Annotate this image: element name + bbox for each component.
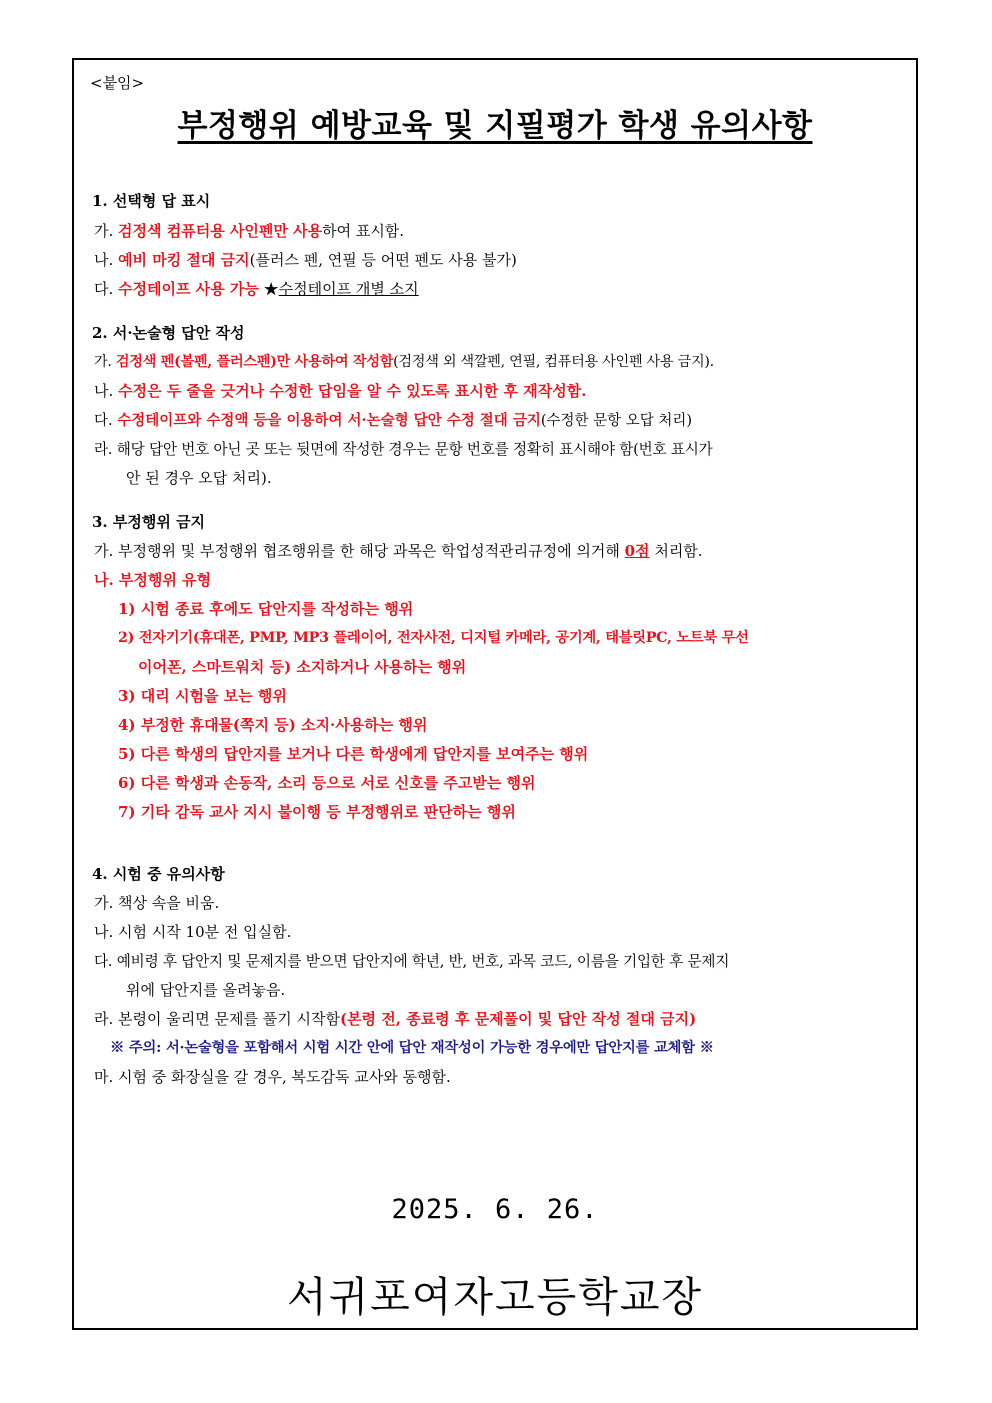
page-title: 부정행위 예방교육 및 지필평가 학생 유의사항: [177, 108, 813, 144]
attachment-label: <붙임>: [90, 74, 145, 92]
s4-item-d: 라. 본령이 울리면 문제를 풀기 시작함(본령 전, 종료령 후 문제풀이 및 답안 작성 절대 금지): [94, 1010, 697, 1028]
cheating-type-1: 1) 시험 종료 후에도 답안지를 작성하는 행위: [118, 600, 414, 618]
section-1-heading: 1. 선택형 답 표시: [92, 192, 211, 210]
document-date: 2025. 6. 26.: [391, 1194, 599, 1225]
s1-item-a: 가. 검정색 컴퓨터용 사인펜만 사용하여 표시함.: [94, 222, 405, 240]
cheating-type-4: 4) 부정한 휴대물(쪽지 등) 소지·사용하는 행위: [118, 716, 428, 734]
s1-item-b: 나. 예비 마킹 절대 금지(플러스 펜, 연필 등 어떤 펜도 사용 불가): [94, 251, 517, 269]
section-4-heading: 4. 시험 중 유의사항: [92, 865, 225, 883]
s4-item-b: 나. 시험 시작 10분 전 입실함.: [94, 923, 292, 941]
s4-item-c: 다. 예비령 후 답안지 및 문제지를 받으면 답안지에 학년, 반, 번호, 과목 코드, 이름을 기입한 후 문제지: [94, 953, 730, 970]
cheating-type-3: 3) 대리 시험을 보는 행위: [118, 687, 287, 705]
s2-item-a: 가. 검정색 펜(볼펜, 플러스펜)만 사용하여 작성함(검정색 외 색깔펜, 연필, 컴퓨터용 사인펜 사용 금지).: [94, 354, 714, 370]
s2-item-b: 나. 수정은 두 줄을 긋거나 수정한 답임을 알 수 있도록 표시한 후 재작성함.: [94, 382, 587, 400]
s4-item-e: 마. 시험 중 화장실을 갈 경우, 복도감독 교사와 동행함.: [94, 1068, 451, 1086]
cheating-type-7: 7) 기타 감독 교사 지시 불이행 등 부정행위로 판단하는 행위: [118, 803, 516, 821]
cheating-type-5: 5) 다른 학생의 답안지를 보거나 다른 학생에게 답안지를 보여주는 행위: [118, 745, 589, 763]
s1-item-c: 다. 수정테이프 사용 가능 ★수정테이프 개별 소지: [94, 280, 419, 298]
s3-item-a: 가. 부정행위 및 부정행위 협조행위를 한 해당 과목은 학업성적관리규정에 의거해 0점 처리함.: [94, 542, 703, 560]
s4-item-c-cont: 위에 답안지를 올려놓음.: [126, 981, 286, 999]
s2-item-c: 다. 수정테이프와 수정액 등을 이용하여 서·논술형 답안 수정 절대 금지(수정한 문항 오답 처리): [94, 412, 693, 429]
s2-item-d-cont: 안 된 경우 오답 처리).: [126, 469, 272, 487]
section-2-heading: 2. 서·논술형 답안 작성: [92, 324, 245, 342]
section-3-heading: 3. 부정행위 금지: [92, 513, 206, 531]
caution-note: ※ 주의: 서·논술형을 포함해서 시험 시간 안에 답안 재작성이 가능한 경우에만 답안지를 교체함 ※: [110, 1040, 714, 1056]
s2-item-d: 라. 해당 답안 번호 아닌 곳 또는 뒷면에 작성한 경우는 문항 번호를 정확히 표시해야 함(번호 표시가: [94, 441, 713, 458]
cheating-type-6: 6) 다른 학생과 손동작, 소리 등으로 서로 신호를 주고받는 행위: [118, 774, 536, 792]
s3-item-b-heading: 나. 부정행위 유형: [94, 571, 212, 589]
issuer-name: 서귀포여자고등학교장: [286, 1273, 704, 1321]
document-frame: [72, 58, 918, 1330]
cheating-type-2: 2) 전자기기(휴대폰, PMP, MP3 플레이어, 전자사전, 디지털 카메라, 공기계, 태블릿PC, 노트북 무선: [118, 630, 749, 646]
s4-item-a: 가. 책상 속을 비움.: [94, 894, 220, 912]
cheating-type-2-cont: 이어폰, 스마트워치 등) 소지하거나 사용하는 행위: [138, 658, 467, 676]
